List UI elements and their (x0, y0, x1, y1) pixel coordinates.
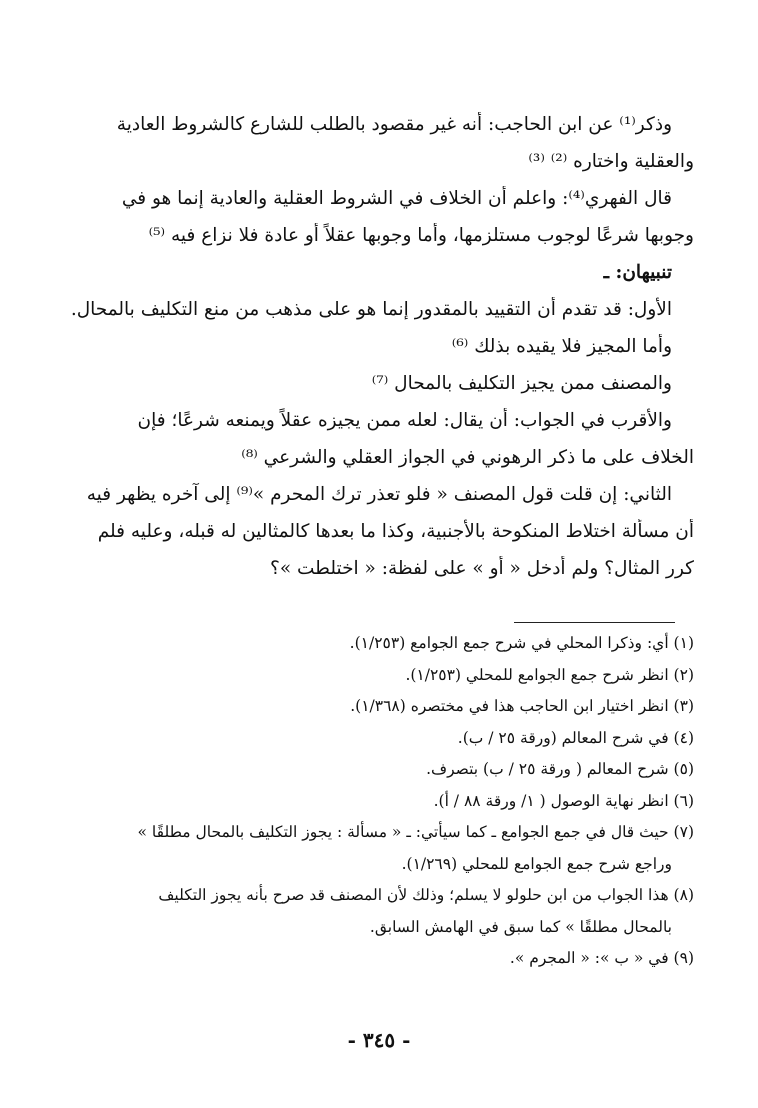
text-line: الأول: قد تقدم أن التقييد بالمقدور إنما هو على مذهب من منع التكليف بالمحال. (70, 299, 672, 320)
text-line: قال الفهري⁽⁴⁾: واعلم أن الخلاف في الشروط العقلية والعادية إنما هو في (121, 188, 672, 209)
text-line: كرر المثال؟ ولم أدخل « أو » على لفظة: « اختلطت »؟ (270, 558, 694, 579)
footnote-divider (514, 622, 675, 623)
footnote-continuation: بالمحال مطلقًا » كما سبق في الهامش السابق. (369, 917, 672, 936)
text-line: والمصنف ممن يجيز التكليف بالمحال ⁽⁷⁾ (371, 373, 672, 394)
page-number: - ٣٤٥ - (347, 1028, 411, 1052)
text-line: والأقرب في الجواب: أن يقال: لعله ممن يجيزه عقلاً ويمنعه شرعًا؛ فإن (137, 410, 672, 431)
text-line: الثاني: إن قلت قول المصنف « فلو تعذر ترك المحرم »⁽⁹⁾ إلى آخره يظهر فيه (86, 484, 672, 505)
text-line: الخلاف على ما ذكر الرهوني في الجواز العقلي والشرعي ⁽⁸⁾ (241, 447, 694, 468)
text-line: أن مسألة اختلاط المنكوحة بالأجنبية، وكذا ما بعدها كالمثالين له قبله، وعليه فلم (97, 521, 694, 542)
text-line: وجوبها شرعًا لوجوب مستلزمها، وأما وجوبها عقلاً أو عادة فلا نزاع فيه ⁽⁵⁾ (148, 225, 694, 246)
footnote: (١) أي: وذكرا المحلي في شرح جمع الجوامع (١/٢٥٣). (349, 634, 694, 652)
text-line: وذكر⁽¹⁾ عن ابن الحاجب: أنه غير مقصود بالطلب للشارع كالشروط العادية (116, 114, 672, 135)
footnotes (70, 632, 694, 979)
footnote: (٥) شرح المعالم ( ورقة ٢٥ / ب) بتصرف. (426, 760, 694, 778)
text-line: والعقلية واختاره ⁽²⁾ ⁽³⁾ (528, 151, 694, 172)
footnote: (٤) في شرح المعالم (ورقة ٢٥ / ب). (457, 728, 694, 747)
footnote: (٣) انظر اختيار ابن الحاجب هذا في مختصره (١/٣٦٨). (350, 697, 694, 715)
text-line: وأما المجيز فلا يقيده بذلك ⁽⁶⁾ (451, 336, 672, 357)
footnote-continuation: وراجع شرح جمع الجوامع للمحلي (١/٢٦٩). (401, 854, 672, 873)
footnote: (٧) حيث قال في جمع الجوامع ـ كما سيأتي: ـ « مسألة : يجوز التكليف بالمحال مطلقًا » (137, 823, 694, 841)
footnote: (٨) هذا الجواب من ابن حلولو لا يسلم؛ وذلك لأن المصنف قد صرح بأنه يجوز التكليف (158, 886, 694, 904)
footnote: (٦) انظر نهاية الوصول ( ١/ ورقة ٨٨ / أ). (433, 791, 694, 810)
main-text (70, 112, 694, 593)
footnote: (٩) في « ب »: « المجرم ». (509, 949, 694, 967)
footnote: (٢) انظر شرح جمع الجوامع للمحلي (١/٢٥٣). (405, 665, 694, 684)
section-heading: تنبيهان: ـ (603, 262, 672, 283)
